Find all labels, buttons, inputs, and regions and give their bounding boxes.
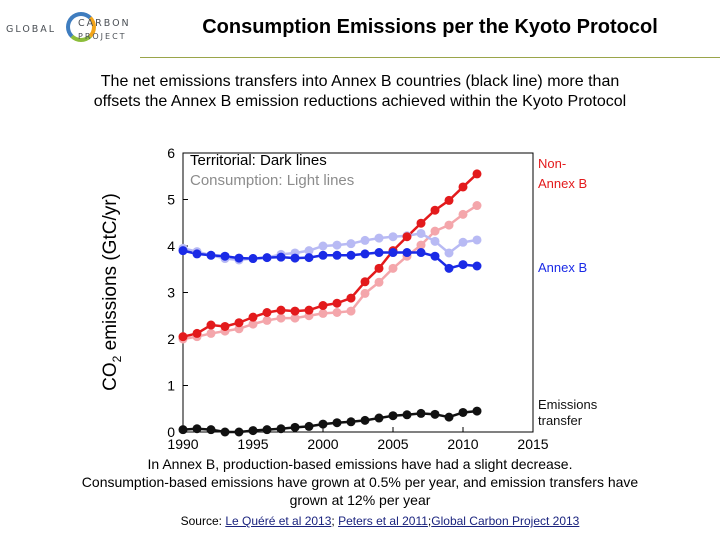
point-emissions-transfer-net (305, 422, 314, 431)
end-label-2-line1: Emissions (538, 397, 598, 412)
end-label-0-line1: Non- (538, 156, 567, 171)
point-annex-b-consumption (431, 237, 440, 246)
point-emissions-transfer-net (221, 428, 230, 437)
plot-border (183, 153, 533, 432)
line-non-annex-b-consumption (183, 206, 477, 339)
y-tick-label: 2 (167, 331, 175, 347)
point-annex-b-territorial (403, 248, 412, 257)
point-annex-b-territorial (375, 248, 384, 257)
annotation-consumption: Consumption: Light lines (190, 172, 355, 189)
caption-line-1: In Annex B, production-based emissions have had a slight decrease. (147, 456, 573, 472)
point-non-annex-b-consumption (473, 201, 482, 210)
point-non-annex-b-territorial (333, 299, 342, 308)
x-tick-label: 2005 (377, 436, 409, 452)
point-annex-b-territorial (417, 248, 426, 257)
point-emissions-transfer-net (179, 425, 188, 434)
point-non-annex-b-territorial (179, 332, 188, 341)
point-annex-b-territorial (263, 253, 272, 262)
point-annex-b-territorial (431, 252, 440, 261)
end-label-1-line1: Annex B (538, 260, 588, 275)
source-link-peters[interactable]: Peters et al 2011 (338, 514, 428, 528)
point-non-annex-b-consumption (361, 289, 370, 298)
point-non-annex-b-territorial (431, 206, 440, 215)
caption-line-3: grown at 12% per year (289, 492, 431, 508)
point-non-annex-b-territorial (235, 318, 244, 327)
point-emissions-transfer-net (277, 424, 286, 433)
point-emissions-transfer-net (459, 408, 468, 417)
plot-frame (183, 153, 533, 432)
point-annex-b-consumption (347, 239, 356, 248)
point-emissions-transfer-net (445, 413, 454, 422)
point-emissions-transfer-net (403, 410, 412, 419)
point-emissions-transfer-net (249, 426, 258, 435)
y-tick-label: 1 (167, 377, 175, 394)
point-non-annex-b-territorial (403, 232, 412, 241)
point-non-annex-b-consumption (207, 329, 216, 338)
point-annex-b-consumption (333, 241, 342, 250)
caption (20, 455, 700, 509)
source-citation (20, 514, 720, 528)
point-non-annex-b-territorial (347, 294, 356, 303)
y-tick-label: 0 (167, 424, 175, 440)
x-tick-label: 2015 (517, 436, 549, 452)
end-label-0-line2: Annex B (538, 176, 588, 191)
point-annex-b-territorial (291, 254, 300, 263)
point-emissions-transfer-net (347, 417, 356, 426)
point-emissions-transfer-net (417, 409, 426, 418)
point-emissions-transfer-net (361, 416, 370, 425)
point-annex-b-territorial (277, 253, 286, 262)
caption-line-2: Consumption-based emissions have grown at 0.5% per year, and emission transfers have (81, 474, 639, 490)
point-emissions-transfer-net (389, 411, 398, 420)
point-non-annex-b-territorial (207, 321, 216, 330)
point-non-annex-b-territorial (445, 196, 454, 205)
source-link-le-quere[interactable]: Le Quéré et al 2013 (225, 514, 332, 528)
x-tick-label: 2010 (447, 436, 479, 452)
point-non-annex-b-territorial (249, 313, 258, 322)
subtitle-line-1: The net emissions transfers into Annex B countries (black line) more than (100, 73, 620, 90)
point-non-annex-b-territorial (375, 264, 384, 273)
point-emissions-transfer-net (319, 420, 328, 429)
point-non-annex-b-territorial (417, 219, 426, 228)
source-link-gcp[interactable]: Global Carbon Project 2013 (431, 514, 580, 528)
axis-ticks (167, 145, 549, 452)
point-non-annex-b-consumption (319, 309, 328, 318)
y-tick-label: 3 (167, 284, 175, 301)
point-emissions-transfer-net (263, 425, 272, 434)
point-annex-b-territorial (347, 251, 356, 260)
point-non-annex-b-consumption (277, 314, 286, 323)
point-non-annex-b-territorial (277, 306, 286, 315)
y-tick-label: 4 (167, 238, 175, 254)
point-emissions-transfer-net (473, 407, 482, 416)
point-emissions-transfer-net (193, 424, 202, 433)
point-non-annex-b-territorial (361, 277, 370, 286)
point-annex-b-territorial (249, 254, 258, 263)
point-annex-b-consumption (473, 235, 482, 244)
point-non-annex-b-territorial (291, 307, 300, 316)
point-annex-b-consumption (361, 236, 370, 245)
point-emissions-transfer-net (207, 425, 216, 434)
point-non-annex-b-territorial (221, 322, 230, 331)
point-non-annex-b-territorial (305, 306, 314, 315)
point-non-annex-b-consumption (459, 210, 468, 219)
y-tick-label: 6 (167, 145, 175, 161)
point-annex-b-territorial (305, 253, 314, 262)
point-annex-b-territorial (473, 261, 482, 270)
point-non-annex-b-territorial (263, 308, 272, 317)
logo-text-carbon: CARBON (78, 18, 131, 29)
point-annex-b-consumption (389, 232, 398, 241)
point-annex-b-territorial (179, 246, 188, 255)
point-non-annex-b-territorial (473, 169, 482, 178)
point-annex-b-territorial (333, 251, 342, 260)
logo-text-project: PROJECT (78, 32, 127, 41)
point-annex-b-consumption (417, 229, 426, 238)
point-emissions-transfer-net (431, 410, 440, 419)
end-label-2-line2: transfer (538, 413, 583, 428)
point-annex-b-territorial (221, 252, 230, 261)
point-annex-b-territorial (445, 264, 454, 273)
source-separator-2: ; (427, 514, 432, 528)
y-axis-label-co: CO (100, 362, 122, 391)
annotation-territorial: Territorial: Dark lines (190, 152, 327, 169)
x-tick-label: 1990 (167, 436, 199, 452)
point-non-annex-b-consumption (333, 308, 342, 317)
point-annex-b-territorial (235, 254, 244, 263)
point-non-annex-b-consumption (263, 316, 272, 325)
point-annex-b-territorial (207, 251, 216, 260)
point-annex-b-territorial (193, 249, 202, 258)
point-annex-b-consumption (445, 248, 454, 257)
x-tick-label: 1995 (237, 436, 269, 452)
point-non-annex-b-consumption (375, 278, 384, 287)
series-end-labels (538, 156, 598, 428)
x-tick-label: 2000 (307, 436, 339, 452)
point-non-annex-b-consumption (445, 221, 454, 230)
point-non-annex-b-territorial (193, 329, 202, 338)
series-points (179, 169, 482, 436)
point-annex-b-consumption (319, 242, 328, 251)
logo-text-global: GLOBAL (6, 24, 57, 35)
point-annex-b-territorial (389, 248, 398, 257)
point-annex-b-consumption (459, 238, 468, 247)
point-emissions-transfer-net (235, 428, 244, 437)
y-tick-label: 5 (167, 191, 175, 208)
point-emissions-transfer-net (375, 414, 384, 423)
y-axis-label-subscript: 2 (109, 355, 124, 363)
page-title: Consumption Emissions per the Kyoto Protocol (202, 16, 658, 38)
point-non-annex-b-consumption (347, 307, 356, 316)
point-annex-b-territorial (459, 260, 468, 269)
source-prefix: Source: (180, 514, 226, 528)
point-non-annex-b-territorial (319, 301, 328, 310)
point-emissions-transfer-net (333, 418, 342, 427)
point-emissions-transfer-net (291, 423, 300, 432)
y-axis-label-rest: emissions (GtC/yr) (100, 193, 122, 356)
point-annex-b-territorial (361, 249, 370, 258)
source-separator-1: ; (331, 514, 339, 528)
subtitle-line-2: offsets the Annex B emission reductions achieved within the Kyoto Protocol (93, 93, 627, 110)
point-non-annex-b-territorial (459, 182, 468, 191)
point-non-annex-b-consumption (431, 227, 440, 236)
point-annex-b-consumption (375, 234, 384, 243)
point-annex-b-territorial (319, 251, 328, 260)
point-non-annex-b-consumption (389, 264, 398, 273)
